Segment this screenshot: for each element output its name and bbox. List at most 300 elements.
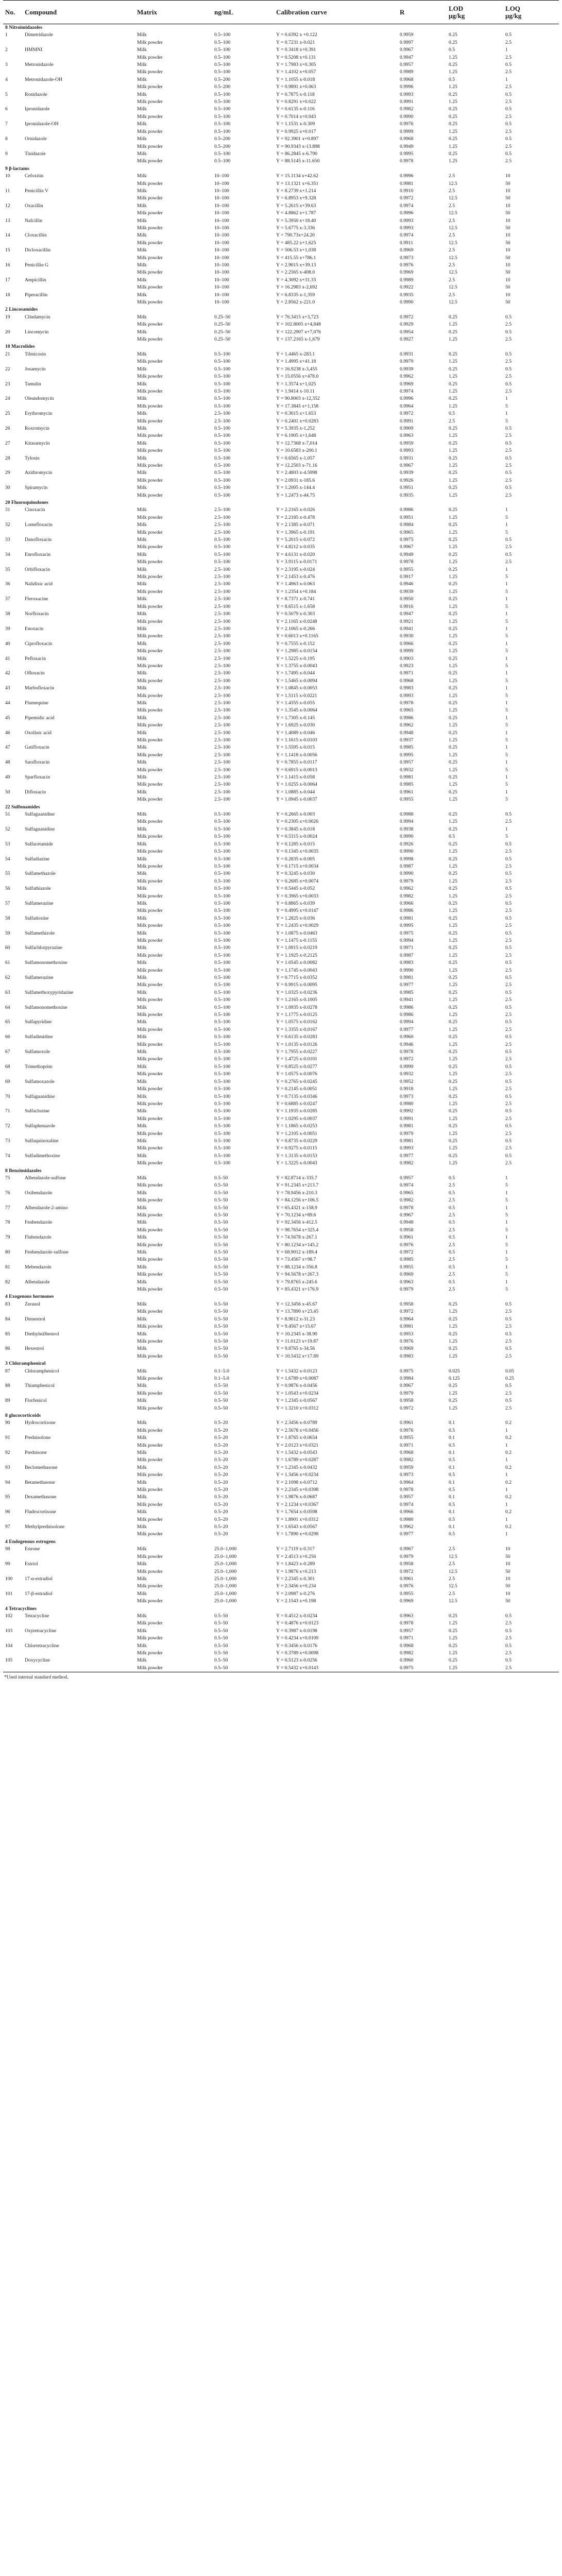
cell-range: 0.5–100 [214,841,231,847]
cell-range: 0.25–50 [214,321,231,328]
cell-compound [23,321,135,328]
cell-loq: 0.5 [505,1657,512,1664]
cell-loq: 0.2 [505,1450,512,1455]
cell-r: 0.9993 [400,692,414,699]
cell-loq: 0.5 [505,930,512,936]
cell-no: 46 [5,730,10,736]
cell-compound [23,1456,135,1464]
cell-matrix: Milk powder [137,180,163,187]
cell-lod: 0.25 [449,1613,457,1619]
cell-r: 0.9975 [400,537,414,543]
cell-calibration-curve: Y = 0.8865 x-0.039 [276,900,315,906]
cell-calibration-curve: Y = 1.4102 x+0.057 [276,69,316,75]
cell-range: 2.5–100 [214,655,231,662]
cell-loq: 1 [505,522,508,528]
cell-calibration-curve: Y = 2.7119 x-0.317 [276,1546,315,1552]
cell-lod: 0.25 [449,440,457,446]
cell-no [3,1130,23,1138]
cell-r: 0.9957 [400,1175,414,1181]
cell-loq: 2.5 [505,544,512,550]
cell-compound [23,299,135,306]
cell-r: 0.9910 [400,188,414,194]
cell-matrix: Milk [137,1628,147,1634]
cell-range: 0.1–5.0 [214,1375,229,1381]
cell-lod: 1.25 [449,99,457,105]
table-row [3,106,559,113]
cell-compound [23,1531,135,1538]
cell-loq: 0.5 [505,1613,512,1619]
cell-r: 0.9979 [400,1553,414,1560]
table-row [3,1093,559,1100]
cell-no: 28 [5,455,10,461]
cell-lod: 1.25 [449,1405,457,1411]
group-heading: 4 Endogenous estrogens [5,1538,56,1545]
table-row [3,173,559,180]
cell-compound: Sulfadoxine [25,915,49,921]
cell-lod: 1.25 [449,982,457,988]
cell-matrix: Milk [137,1093,147,1099]
table-row [3,1568,559,1575]
cell-compound [23,529,135,536]
cell-range: 2.5–100 [214,522,231,528]
cell-no: 16 [5,262,10,268]
cell-calibration-curve: Y = 1.1418 x-0.0056 [276,752,317,758]
cell-r: 0.9959 [400,1464,414,1470]
cell-r: 0.9969 [400,1346,414,1352]
cell-compound [23,1130,135,1138]
cell-r: 0.9916 [400,603,414,609]
cell-no [3,796,23,803]
table-row [3,1160,559,1167]
cell-matrix: Milk powder [137,544,163,550]
cell-matrix: Milk [137,915,147,921]
cell-range: 0.5–100 [214,930,231,936]
cell-loq: 0.5 [505,366,512,372]
cell-lod: 2.5 [449,1561,455,1567]
cell-lod: 0.5 [449,1219,455,1226]
table-row [3,61,559,69]
table-row [3,1419,559,1427]
cell-calibration-curve: Y = 1.5115 x-0.0221 [276,692,317,699]
cell-lod: 1.25 [449,603,457,609]
cell-lod: 1.25 [449,796,457,803]
cell-range: 0.5–200 [214,136,231,142]
cell-calibration-curve: Y = 1.1415 x-0.058 [276,774,315,781]
table-row [3,113,559,121]
cell-matrix: Milk powder [137,1145,163,1151]
cell-r: 0.9988 [400,811,414,818]
cell-loq: 5 [505,514,508,520]
cell-r: 0.9991 [400,99,414,105]
cell-lod: 1.25 [449,143,457,149]
cell-lod: 0.25 [449,351,457,357]
cell-r: 0.9985 [400,744,414,751]
cell-lod: 1.25 [449,648,457,654]
table-row [3,581,559,588]
cell-range: 10–100 [214,217,229,224]
cell-matrix: Milk powder [137,1375,163,1381]
cell-compound: Sarafloxacin [25,759,50,766]
table-row [3,135,559,143]
cell-no [3,321,23,328]
cell-r: 0.9938 [400,826,414,832]
cell-lod: 1.25 [449,819,457,825]
cell-r: 0.9994 [400,1019,414,1025]
table-row [3,1108,559,1115]
cell-matrix: Milk [137,381,147,387]
table-row [3,128,559,135]
cell-loq: 5 [505,618,508,624]
cell-range: 10–100 [214,299,229,306]
cell-compound: Sulfathiazole [25,886,51,892]
cell-matrix: Milk [137,759,147,766]
table-row [3,759,559,766]
cell-no: 31 [5,507,10,513]
table-row [3,255,559,262]
cell-compound: 17-α-estradiol [25,1575,53,1582]
cell-lod: 2.5 [449,173,455,179]
cell-r: 0.9968 [400,1642,414,1649]
cell-compound [23,922,135,929]
cell-matrix: Milk [137,62,147,68]
table-row [3,158,559,165]
cell-calibration-curve: Y = 88.1234 x-356.8 [276,1264,317,1270]
cell-no [3,1308,23,1315]
cell-no: 79 [5,1234,10,1241]
cell-range: 0.5–100 [214,834,231,840]
cell-matrix: Milk powder [137,767,163,773]
cell-matrix: Milk [137,1613,147,1619]
cell-compound: Sulfamethazole [25,871,56,877]
cell-no [3,514,23,521]
cell-loq: 2.5 [505,967,512,973]
cell-r: 0.9974 [400,202,414,209]
cell-r: 0.9974 [400,388,414,394]
table-row [3,722,559,729]
cell-loq: 0.5 [505,1049,512,1055]
cell-matrix: Milk [137,1575,147,1582]
cell-calibration-curve: Y = 0.5315 x-0.0024 [276,834,317,840]
cell-compound: Sulfaguanidine [25,1093,55,1099]
cell-calibration-curve: Y = 0.6392 x +0.122 [276,32,317,38]
cell-no [3,492,23,499]
cell-r: 0.9982 [400,1160,414,1166]
cell-calibration-curve: Y = 1.2985 x-0.0154 [276,648,317,654]
cell-matrix: Milk [137,1219,147,1226]
cell-r: 0.9931 [400,455,414,461]
cell-lod: 0.5 [449,1234,455,1241]
table-row [3,1145,559,1152]
cell-loq: 0.5 [505,1138,512,1144]
table-row [3,551,559,558]
cell-loq: 0.5 [505,1383,512,1389]
cell-loq: 2.5 [505,143,512,149]
cell-no [3,937,23,944]
cell-no [3,878,23,885]
cell-compound: Fenbendazole [25,1219,53,1226]
cell-no: 97 [5,1524,10,1530]
cell-loq: 1 [505,1457,508,1463]
cell-no: 74 [5,1153,10,1159]
table-row [3,1405,559,1412]
cell-matrix: Milk [137,485,147,491]
cell-range: 10–100 [214,269,229,276]
cell-compound [23,1620,135,1627]
cell-r: 0.9974 [400,232,414,239]
cell-matrix: Milk [137,1435,147,1441]
cell-range: 2.5–100 [214,722,231,728]
cell-no: 89 [5,1398,10,1404]
cell-lod: 0.25 [449,975,457,980]
cell-range: 0.5–100 [214,923,231,929]
table-row [3,1227,559,1234]
cell-calibration-curve: Y = 1.0935 x-0.0278 [276,1004,317,1010]
cell-range: 2.5–100 [214,648,231,654]
cell-range: 2.5–100 [214,700,231,706]
cell-compound [23,373,135,380]
cell-loq: 5 [505,648,508,654]
cell-r: 0.9957 [400,1628,414,1634]
cell-calibration-curve: Y = 4.3092 x+31.33 [276,277,316,283]
cell-lod: 0.5 [449,1205,455,1211]
cell-loq: 5 [505,403,508,409]
group-heading: 8 Benzimidazoles [5,1167,42,1174]
cell-loq: 10 [505,232,510,239]
cell-r: 0.9983 [400,960,414,966]
cell-loq: 2.5 [505,1338,512,1344]
cell-matrix: Milk powder [137,225,163,231]
header-loq: LOQ μg/kg [503,1,559,24]
cell-loq: 1 [505,1427,508,1433]
table-row [3,1353,559,1360]
table-row [3,1494,559,1501]
calibration-table [3,0,559,1672]
cell-no [3,922,23,929]
cell-matrix: Milk [137,202,147,209]
cell-calibration-curve: Y = 1.5465 x-0.0094 [276,677,317,684]
cell-range: 10–100 [214,232,229,239]
cell-r: 0.9935 [400,292,414,298]
cell-calibration-curve: Y = 485.22 x+1,625 [276,240,316,246]
cell-matrix: Milk powder [137,796,163,803]
header-range: ng/mL [212,1,274,24]
cell-r: 0.9975 [400,1368,414,1374]
cell-compound: Spiramycin [25,485,48,491]
cell-no [3,848,23,855]
table-row [3,1456,559,1464]
cell-r: 0.9995 [400,150,414,157]
cell-r: 0.9957 [400,759,414,766]
cell-range: 0.5–50 [214,1353,228,1359]
cell-lod: 2.5 [449,217,455,224]
cell-r: 0.9955 [400,796,414,803]
cell-calibration-curve: Y = 1.4963 x-0.063 [276,581,315,587]
cell-r: 0.9958 [400,1227,414,1233]
cell-compound: Diethylstilbestrol [25,1331,59,1337]
cell-lod: 0.25 [449,744,457,751]
cell-loq: 2.5 [505,69,512,75]
cell-compound: Pefloxacin [25,655,46,662]
cell-no [3,418,23,425]
cell-lod: 12.5 [449,195,457,201]
cell-r: 0.9903 [400,655,414,662]
cell-calibration-curve: Y = 1.4725 x-0.0101 [276,1056,317,1062]
cell-matrix: Milk powder [137,1353,163,1359]
cell-loq: 2.5 [505,433,512,439]
table-row [3,1397,559,1404]
cell-r: 0.9947 [400,611,414,617]
cell-matrix: Milk [137,366,147,372]
cell-range: 0.5–100 [214,1012,231,1018]
cell-range: 0.5–50 [214,1264,228,1270]
cell-no: 51 [5,811,10,818]
cell-range: 0.5–100 [214,982,231,988]
table-row [3,1019,559,1026]
cell-loq: 50 [505,284,510,291]
table-row [3,974,559,981]
cell-loq: 1 [505,1279,508,1285]
cell-no [3,1635,23,1642]
cell-compound: Mebendazole [25,1264,52,1270]
table-row [3,447,559,454]
cell-compound [23,1286,135,1293]
cell-lod: 1.25 [449,1130,457,1137]
table-row [3,603,559,611]
cell-range: 0.5–100 [214,106,231,112]
cell-no: 104 [5,1642,13,1649]
cell-r: 0.9982 [400,1197,414,1204]
cell-matrix: Milk powder [137,255,163,261]
cell-compound [23,1071,135,1078]
cell-no [3,558,23,566]
cell-loq: 1 [505,685,508,691]
cell-matrix: Milk [137,700,147,706]
cell-matrix: Milk [137,1279,147,1285]
cell-matrix: Milk [137,32,147,38]
group-row [3,1538,559,1546]
cell-calibration-curve: Y = 1.6789 x+0.0087 [276,1375,319,1381]
cell-compound [23,796,135,803]
table-row [3,521,559,529]
cell-no [3,863,23,870]
cell-range: 0.5–20 [214,1427,228,1433]
cell-lod: 12.5 [449,1568,457,1574]
cell-r: 0.9967 [400,462,414,468]
table-row [3,329,559,336]
cell-r: 0.9958 [400,1561,414,1567]
cell-matrix: Milk [137,1175,147,1181]
cell-calibration-curve: Y = 4.8212 x-0.035 [276,544,315,550]
table-row [3,1531,559,1538]
cell-compound [23,358,135,365]
cell-loq: 2.5 [505,462,512,468]
cell-r: 0.9977 [400,1026,414,1032]
cell-compound [23,722,135,729]
cell-no [3,388,23,395]
cell-loq: 1 [505,759,508,766]
cell-matrix: Milk [137,1494,147,1500]
cell-no [3,299,23,306]
cell-compound [23,633,135,640]
cell-matrix: Milk powder [137,99,163,105]
cell-range: 0.5–100 [214,492,231,498]
cell-matrix: Milk [137,425,147,431]
cell-calibration-curve: Y = 1.1925 x-0.2125 [276,952,317,958]
cell-calibration-curve: Y = 2.2345 x+0.0398 [276,1487,319,1493]
cell-loq: 0.5 [505,551,512,557]
cell-no [3,1115,23,1123]
cell-no [3,158,23,165]
cell-no [3,432,23,439]
cell-loq: 2.5 [505,1086,512,1092]
cell-matrix: Milk powder [137,1286,163,1293]
cell-r: 0.9969 [400,1598,414,1604]
cell-r: 0.9959 [400,440,414,446]
cell-compound: Prednisone [25,1450,47,1455]
cell-calibration-curve: Y = 1.5225 x-0.195 [276,655,315,662]
cell-range: 0.5–50 [214,1205,228,1211]
cell-compound [23,1212,135,1219]
cell-matrix: Milk powder [137,1620,163,1626]
cell-loq: 50 [505,195,510,201]
cell-lod: 0.1 [449,1494,455,1500]
cell-loq: 2.5 [505,923,512,929]
cell-range: 2.5–100 [214,707,231,714]
cell-compound [23,781,135,788]
cell-no [3,707,23,714]
cell-matrix: Milk [137,945,147,951]
table-row [3,336,559,343]
cell-lod: 0.25 [449,1004,457,1010]
cell-r: 0.9962 [400,886,414,892]
cell-loq: 1 [505,581,508,587]
table-row [3,1523,559,1531]
cell-compound [23,284,135,291]
cell-r: 0.9979 [400,878,414,884]
cell-calibration-curve: Y = 0.6135 x-0.0283 [276,1034,317,1040]
cell-range: 0.5–200 [214,76,231,82]
cell-matrix: Milk powder [137,849,163,855]
table-row [3,744,559,751]
cell-calibration-curve: Y = 1.7495 x-0.044 [276,670,315,676]
cell-r: 0.9999 [400,128,414,134]
cell-compound: Penicillin V [25,188,48,194]
cell-range: 2.5–100 [214,692,231,699]
cell-no: 85 [5,1331,10,1337]
cell-lod: 1.25 [449,849,457,855]
cell-no [3,1516,23,1523]
cell-lod: 1.25 [449,1056,457,1062]
cell-calibration-curve: Y = 2.1453 x-0.476 [276,574,315,580]
cell-r: 0.9976 [400,262,414,268]
table-row [3,388,559,395]
cell-calibration-curve: Y = 0.3456 x-0.0176 [276,1642,317,1649]
table-row [3,529,559,536]
cell-loq: 5 [505,1242,508,1248]
cell-calibration-curve: Y = 84.1256 x+106.5 [276,1197,319,1204]
cell-matrix: Milk powder [137,1583,163,1589]
cell-matrix: Milk powder [137,418,163,424]
cell-no [3,603,23,611]
cell-loq: 50 [505,225,510,231]
cell-r: 0.9990 [400,871,414,877]
cell-lod: 0.25 [449,537,457,543]
cell-matrix: Milk powder [137,321,163,328]
cell-range: 0.5–100 [214,893,231,899]
cell-loq: 5 [505,1182,508,1189]
cell-calibration-curve: Y = 0.5208 x+0.131 [276,54,316,60]
cell-compound: Dimetridazole [25,32,53,38]
